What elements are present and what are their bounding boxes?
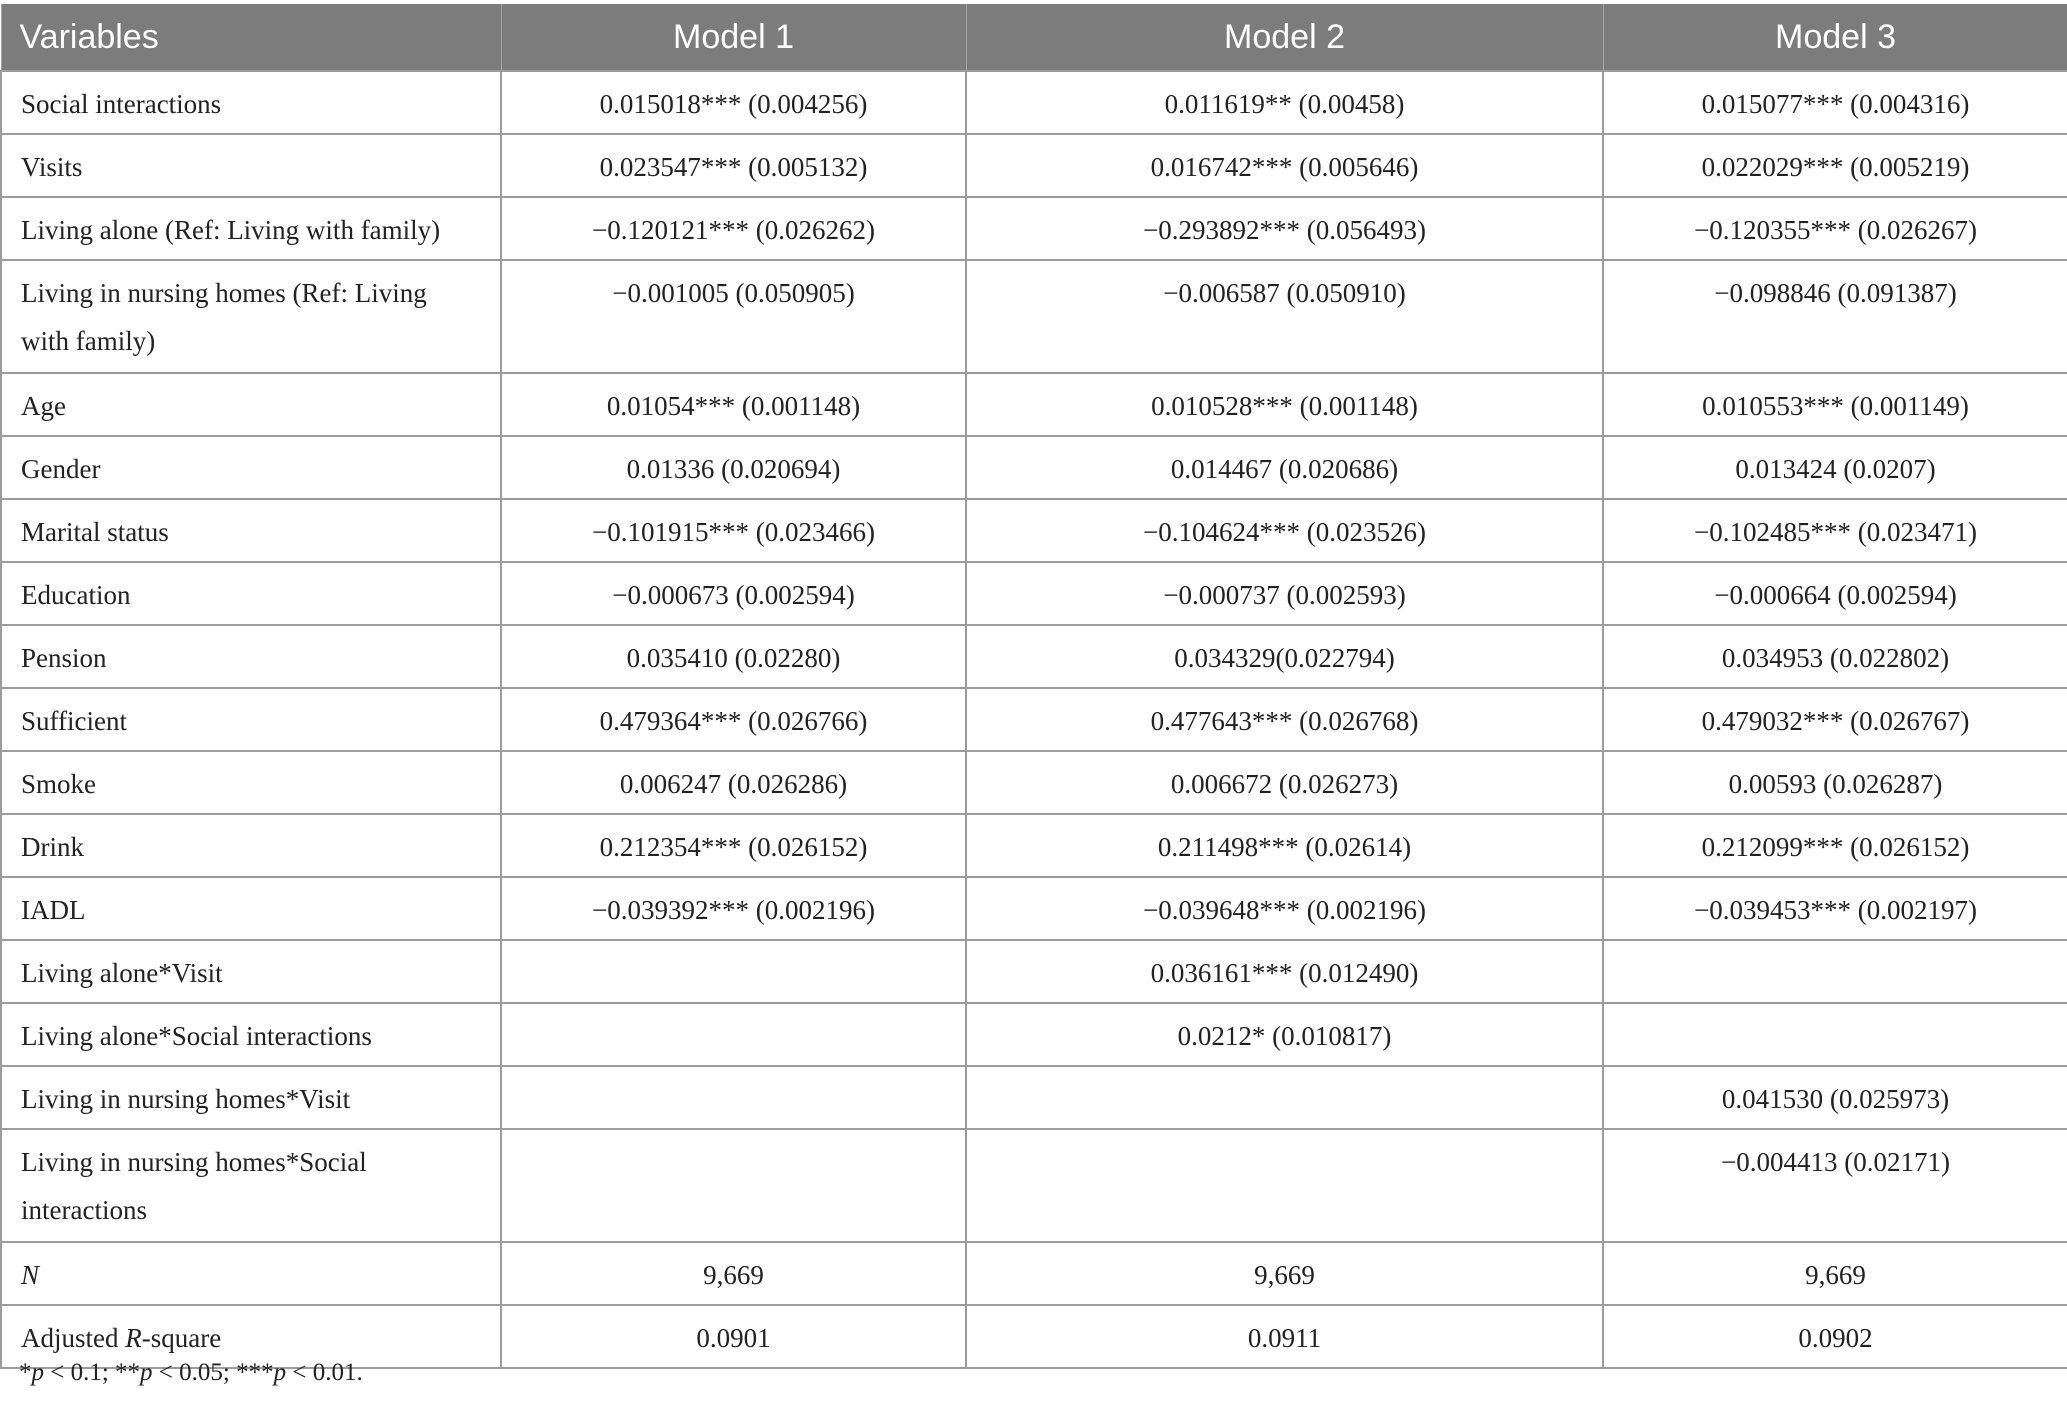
row-label: Living in nursing homes*Visit (1, 1066, 501, 1129)
table-header-row (1, 4, 2067, 71)
model-1-cell: −0.000673 (0.002594) (501, 562, 966, 625)
model-1-cell (501, 940, 966, 1003)
model-1-cell: 0.035410 (0.02280) (501, 625, 966, 688)
model-1-cell (501, 1066, 966, 1129)
row-label: Social interactions (1, 71, 501, 134)
model-2-cell: −0.293892*** (0.056493) (966, 197, 1603, 260)
model-2-cell: 0.0212* (0.010817) (966, 1003, 1603, 1066)
footnote-text-2: < 0.05; *** (152, 1359, 274, 1386)
table-row (1, 197, 2067, 260)
model-3-cell: −0.120355*** (0.026267) (1603, 197, 2067, 260)
table-row (1, 814, 2067, 877)
row-label: Living in nursing homes*Social interactions (1, 1129, 501, 1242)
model-1-cell: −0.120121*** (0.026262) (501, 197, 966, 260)
model-1-cell: −0.039392*** (0.002196) (501, 877, 966, 940)
model-3-cell: −0.098846 (0.091387) (1603, 260, 2067, 373)
table-row (1, 940, 2067, 1003)
model-2-cell: 0.010528*** (0.001148) (966, 373, 1603, 436)
model-1-cell: 9,669 (501, 1242, 966, 1305)
model-1-cell: 0.023547*** (0.005132) (501, 134, 966, 197)
model-1-cell: 0.01336 (0.020694) (501, 436, 966, 499)
model-3-cell: 0.034953 (0.022802) (1603, 625, 2067, 688)
model-1-cell: −0.101915*** (0.023466) (501, 499, 966, 562)
row-label: Sufficient (1, 688, 501, 751)
row-label: Living in nursing homes (Ref: Living with family) (1, 260, 501, 373)
row-label: IADL (1, 877, 501, 940)
model-2-cell: −0.104624*** (0.023526) (966, 499, 1603, 562)
model-1-cell (501, 1129, 966, 1242)
model-3-cell: 0.013424 (0.0207) (1603, 436, 2067, 499)
row-label: Drink (1, 814, 501, 877)
model-3-cell: −0.039453*** (0.002197) (1603, 877, 2067, 940)
row-label: Living alone*Visit (1, 940, 501, 1003)
model-3-cell: 0.022029*** (0.005219) (1603, 134, 2067, 197)
model-3-cell: 0.479032*** (0.026767) (1603, 688, 2067, 751)
model-3-cell: −0.000664 (0.002594) (1603, 562, 2067, 625)
table-row (1, 688, 2067, 751)
model-1-cell: 0.0901 (501, 1305, 966, 1368)
footnote-p-2: p (140, 1359, 153, 1386)
footnote-text-1: < 0.1; ** (44, 1359, 141, 1386)
model-2-cell: 0.016742*** (0.005646) (966, 134, 1603, 197)
footnote-p-1: p (31, 1359, 44, 1386)
row-label (1, 1242, 501, 1305)
model-3-cell: 9,669 (1603, 1242, 2067, 1305)
model-3-cell: −0.004413 (0.02171) (1603, 1129, 2067, 1242)
label-italic: R (125, 1323, 142, 1353)
model-1-cell: 0.01054*** (0.001148) (501, 373, 966, 436)
table-row (1, 1066, 2067, 1129)
label-pre: Adjusted (21, 1323, 126, 1353)
model-2-cell: 0.014467 (0.020686) (966, 436, 1603, 499)
model-3-cell (1603, 940, 2067, 1003)
model-3-cell: 0.212099*** (0.026152) (1603, 814, 2067, 877)
model-3-cell: 0.015077*** (0.004316) (1603, 71, 2067, 134)
table-row (1, 1129, 2067, 1242)
table-row (1, 1242, 2067, 1305)
row-label: Age (1, 373, 501, 436)
table-row (1, 499, 2067, 562)
model-2-cell: 0.036161*** (0.012490) (966, 940, 1603, 1003)
row-label: Marital status (1, 499, 501, 562)
n-label: N (21, 1260, 40, 1290)
row-label: Living alone (Ref: Living with family) (1, 197, 501, 260)
model-3-cell: 0.010553*** (0.001149) (1603, 373, 2067, 436)
row-label: Education (1, 562, 501, 625)
model-2-cell: 0.477643*** (0.026768) (966, 688, 1603, 751)
model-1-cell: 0.479364*** (0.026766) (501, 688, 966, 751)
regression-table-container (0, 4, 2067, 1369)
footnote-text-3: < 0.01. (286, 1359, 363, 1386)
table-row (1, 373, 2067, 436)
footnote-sym-1: * (19, 1359, 32, 1386)
regression-results-table (0, 4, 2067, 1369)
header-variables: Variables (1, 4, 501, 71)
row-label: Smoke (1, 751, 501, 814)
table-row (1, 260, 2067, 373)
footnote-p-3: p (273, 1359, 287, 1386)
row-label: Pension (1, 625, 501, 688)
model-2-cell: −0.000737 (0.002593) (966, 562, 1603, 625)
model-2-cell: 0.0911 (966, 1305, 1603, 1368)
model-3-cell: 0.00593 (0.026287) (1603, 751, 2067, 814)
model-2-cell (966, 1066, 1603, 1129)
model-2-cell: 9,669 (966, 1242, 1603, 1305)
model-1-cell: 0.015018*** (0.004256) (501, 71, 966, 134)
table-row (1, 1003, 2067, 1066)
table-row (1, 751, 2067, 814)
model-3-cell: −0.102485*** (0.023471) (1603, 499, 2067, 562)
header-model-1: Model 1 (501, 4, 966, 71)
model-2-cell: 0.034329(0.022794) (966, 625, 1603, 688)
row-label: Living alone*Social interactions (1, 1003, 501, 1066)
significance-footnote (19, 1359, 363, 1387)
model-2-cell: 0.006672 (0.026273) (966, 751, 1603, 814)
table-row (1, 134, 2067, 197)
model-2-cell: 0.211498*** (0.02614) (966, 814, 1603, 877)
table-row (1, 436, 2067, 499)
row-label: Gender (1, 436, 501, 499)
table-row (1, 625, 2067, 688)
header-model-3: Model 3 (1603, 4, 2067, 71)
model-2-cell: 0.011619** (0.00458) (966, 71, 1603, 134)
header-model-2: Model 2 (966, 4, 1603, 71)
model-3-cell: 0.041530 (0.025973) (1603, 1066, 2067, 1129)
model-3-cell: 0.0902 (1603, 1305, 2067, 1368)
table-row (1, 71, 2067, 134)
model-2-cell: −0.006587 (0.050910) (966, 260, 1603, 373)
model-3-cell (1603, 1003, 2067, 1066)
table-row (1, 877, 2067, 940)
model-1-cell (501, 1003, 966, 1066)
model-2-cell (966, 1129, 1603, 1242)
model-1-cell: 0.212354*** (0.026152) (501, 814, 966, 877)
model-1-cell: 0.006247 (0.026286) (501, 751, 966, 814)
table-row (1, 562, 2067, 625)
label-post: -square (141, 1323, 222, 1353)
model-2-cell: −0.039648*** (0.002196) (966, 877, 1603, 940)
row-label: Visits (1, 134, 501, 197)
model-1-cell: −0.001005 (0.050905) (501, 260, 966, 373)
